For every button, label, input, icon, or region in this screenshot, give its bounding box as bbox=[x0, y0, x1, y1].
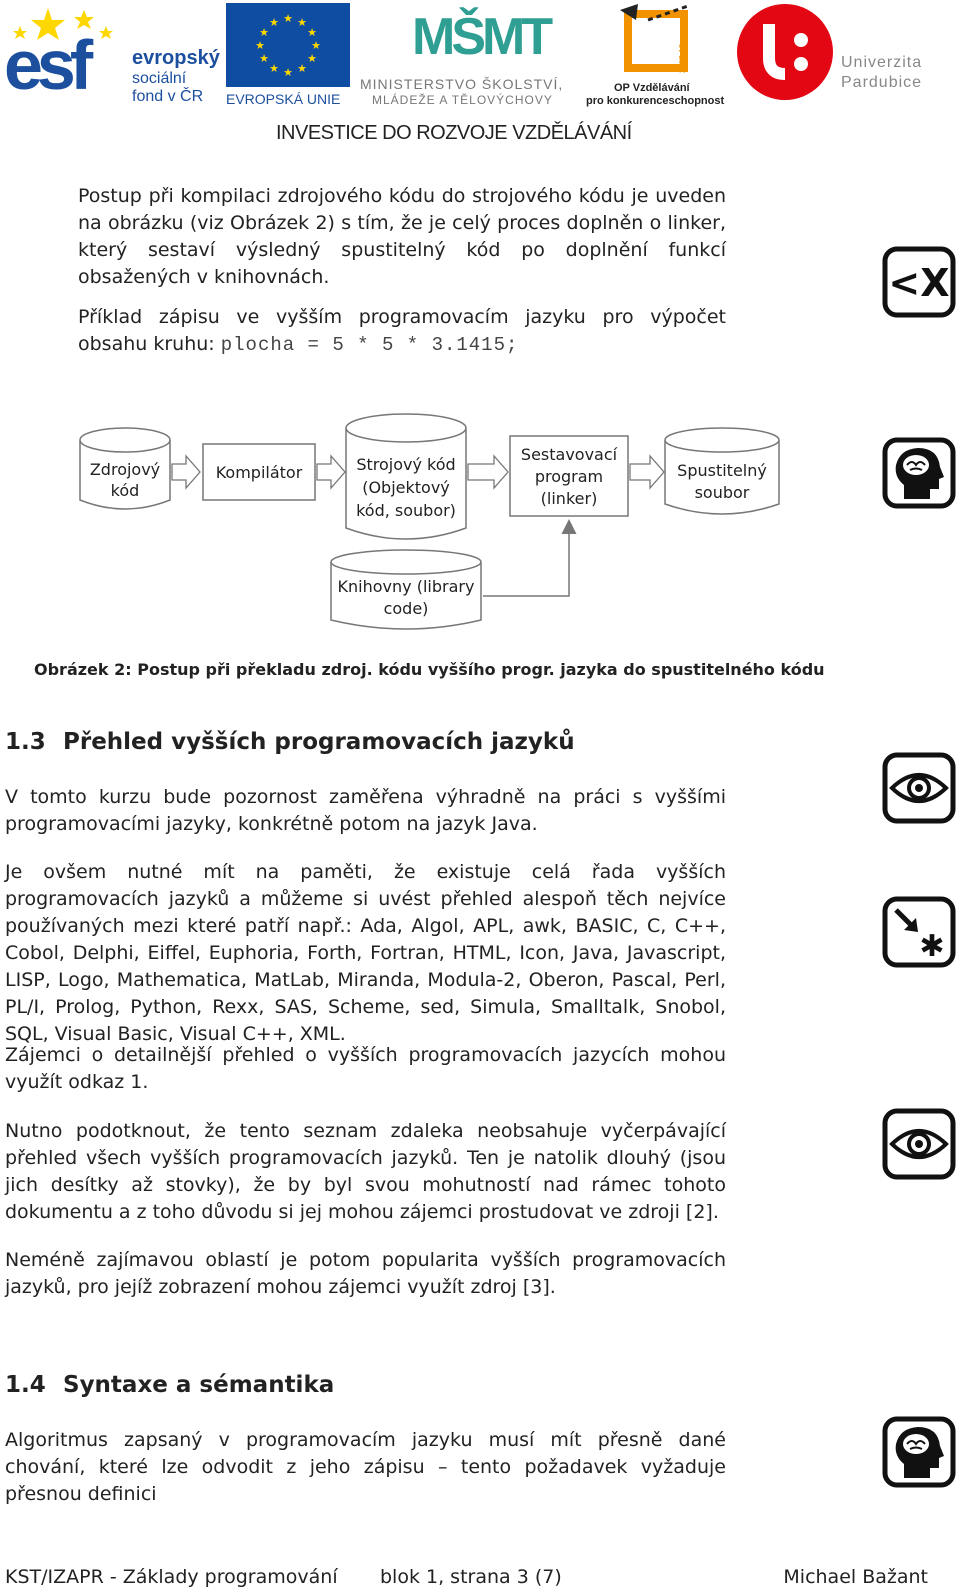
svg-text:★: ★ bbox=[269, 16, 279, 29]
paragraph-2 bbox=[78, 304, 726, 359]
esf-line3: fond v ČR bbox=[132, 88, 204, 105]
op-line2: pro konkurenceschopnost bbox=[586, 95, 725, 107]
linker-label-2: program bbox=[534, 467, 604, 486]
linker-label-3: (linker) bbox=[540, 489, 598, 508]
eu-logo bbox=[226, 3, 352, 107]
source-label-1: Zdrojový bbox=[89, 460, 161, 479]
exec-label-1: Spustitelný bbox=[677, 461, 767, 480]
svg-text:★: ★ bbox=[297, 62, 307, 75]
svg-text:★: ★ bbox=[307, 26, 317, 39]
esf-mark: esf bbox=[4, 26, 88, 104]
svg-text:✱: ✱ bbox=[919, 929, 945, 964]
eu-stars-icon bbox=[226, 3, 350, 87]
heading-1-4 bbox=[5, 1372, 334, 1398]
figure-caption: Obrázek 2: Postup při překladu zdroj. kódu vyššího progr. jazyka do spustitelného kódu bbox=[34, 660, 825, 679]
object-label-3: kód, soubor) bbox=[356, 501, 456, 520]
paragraph-8: Algoritmus zapsaný v programovacím jazyku musí mít přesně dané chování, které lze odvodit z jeho zápisu – tento požadavek vyžaduje přesnou definici bbox=[5, 1429, 726, 1505]
upce-logo bbox=[735, 2, 935, 106]
source-label-2: kód bbox=[110, 481, 140, 500]
op-line1: OP Vzdělávání bbox=[614, 82, 690, 94]
paragraph-2-text: Příklad zápisu ve vyšším programovacím jazyku pro výpočet obsahu kruhu: bbox=[78, 306, 726, 355]
arrow-source-compiler bbox=[172, 456, 200, 488]
svg-text:★: ★ bbox=[259, 52, 269, 65]
linker-label-1: Sestavovací bbox=[520, 445, 618, 464]
executable-node bbox=[665, 428, 779, 514]
arrow-library-linker bbox=[483, 522, 569, 596]
paragraph-6: Nutno podotknout, že tento seznam zdaleka neobsahuje vyčerpávající přehled všech vyšších programovacích jazyků. Ten je natolik dlouhý (jsou jich desítky až stovky), že by byl svou mohutností nad rámec tohoto dokumentu a z toho důvodu si jej mohou zájemci prostudovat ve zdroji [2]. bbox=[5, 1120, 726, 1223]
svg-text:<X: <X bbox=[888, 261, 950, 305]
heading-1-4-number: 1.4 bbox=[5, 1372, 46, 1398]
heading-1-3-title: Přehled vyšších programovacích jazyků bbox=[63, 729, 575, 755]
object-label-2: (Objektový bbox=[362, 478, 450, 497]
compiler-node bbox=[203, 444, 315, 500]
heading-1-3-number: 1.3 bbox=[5, 729, 46, 755]
esf-logo bbox=[4, 4, 219, 104]
code-icon bbox=[882, 246, 956, 318]
arrow-linker-exec bbox=[630, 456, 664, 488]
msmt-line1: MINISTERSTVO ŠKOLSTVÍ, bbox=[360, 76, 564, 92]
paragraph-4: Je ovšem nutné mít na paměti, že existuje celá řada vyšších programovacích jazyků a můžeme si uvést přehled alespoň těch nejvíce používaných mezi které patří např.: Ada, Algol, APL, awk, BASIC, C, C++, Cobol, Delphi, Eiffel, Euphoria, Forth, Fortran, HTML, Icon, Java, Javascript, LISP, Logo, Mathematica, MatLab, Miranda, Modula-2, Oberon, Pascal, Perl, PL/I, Prolog, Python, Rexx, SAS, Scheme, sed, Simula, Smalltalk, Snobol, SQL, Visual Basic, Visual C++, XML. bbox=[5, 861, 726, 1045]
svg-text:★: ★ bbox=[297, 16, 307, 29]
head-brain-icon bbox=[882, 437, 956, 509]
exec-label-2: soubor bbox=[694, 483, 750, 502]
footer-right: Michael Bažant bbox=[783, 1566, 928, 1588]
svg-text:★: ★ bbox=[311, 39, 321, 52]
op-years: 2007-13 bbox=[678, 43, 688, 74]
paragraph-3: V tomto kurzu bude pozornost zaměřena výhradně na práci s vyššími programovacími jazyky, konkrétně potom na jazyk Java. bbox=[5, 786, 726, 835]
esf-line1: evropský bbox=[132, 47, 220, 69]
svg-text:★: ★ bbox=[307, 52, 317, 65]
eye-icon bbox=[882, 752, 956, 824]
svg-text:★: ★ bbox=[283, 12, 293, 25]
source-code-node bbox=[80, 428, 170, 509]
esf-line2: sociální bbox=[132, 70, 187, 87]
arrow-star-icon bbox=[882, 896, 956, 968]
paragraph-5: Zájemci o detailnější přehled o vyšších programovacích jazycích mohou využít odkaz 1. bbox=[5, 1044, 726, 1093]
header-logos bbox=[0, 0, 960, 150]
footer-left: KST/IZAPR - Základy programování bbox=[5, 1566, 338, 1588]
library-node bbox=[331, 550, 481, 629]
msmt-mark: MŠMT bbox=[412, 8, 550, 66]
op-logo bbox=[586, 4, 726, 108]
svg-text:★: ★ bbox=[259, 26, 269, 39]
linker-node bbox=[510, 436, 628, 516]
upce-line2: Pardubice bbox=[841, 74, 923, 91]
svg-text:★: ★ bbox=[269, 62, 279, 75]
compilation-diagram bbox=[70, 400, 790, 640]
heading-1-3 bbox=[5, 729, 575, 755]
footer-center: blok 1, strana 3 (7) bbox=[380, 1566, 562, 1588]
slogan: INVESTICE DO ROZVOJE VZDĚLÁVÁNÍ bbox=[276, 122, 632, 144]
msmt-line2: MLÁDEŽE A TĚLOVÝCHOVY bbox=[372, 93, 553, 107]
object-code-node bbox=[346, 414, 466, 539]
arrow-object-linker bbox=[468, 456, 508, 488]
eye-icon bbox=[882, 1108, 956, 1180]
svg-text:★: ★ bbox=[283, 66, 293, 79]
paragraph-1: Postup při kompilaci zdrojového kódu do strojového kódu je uveden na obrázku (viz Obrázek 2) s tím, že je celý proces doplněn o linker, který sestaví výsledný spustitelný kód po doplnění funkcí obsažených v knihovnách. bbox=[78, 185, 726, 288]
library-label-1: Knihovny (library bbox=[337, 577, 475, 596]
upce-u-icon bbox=[735, 2, 835, 102]
svg-text:★: ★ bbox=[255, 39, 265, 52]
arrow-compiler-object bbox=[317, 456, 345, 488]
code-sample: plocha = 5 * 5 * 3.1415; bbox=[220, 334, 519, 356]
upce-line1: Univerzita bbox=[841, 54, 923, 71]
heading-1-4-title: Syntaxe a sémantika bbox=[63, 1372, 335, 1398]
compiler-label: Kompilátor bbox=[215, 463, 303, 482]
msmt-logo bbox=[360, 4, 580, 108]
library-label-2: code) bbox=[383, 599, 429, 618]
eu-label: EVROPSKÁ UNIE bbox=[226, 91, 341, 107]
head-brain-icon bbox=[882, 1416, 956, 1488]
eu-flag bbox=[226, 3, 350, 87]
paragraph-7: Neméně zajímavou oblastí je potom popularita vyšších programovacích jazyků, pro jejíž zobrazení mohou zájemci využít zdroj [3]. bbox=[5, 1249, 726, 1298]
object-label-1: Strojový kód bbox=[356, 455, 456, 474]
